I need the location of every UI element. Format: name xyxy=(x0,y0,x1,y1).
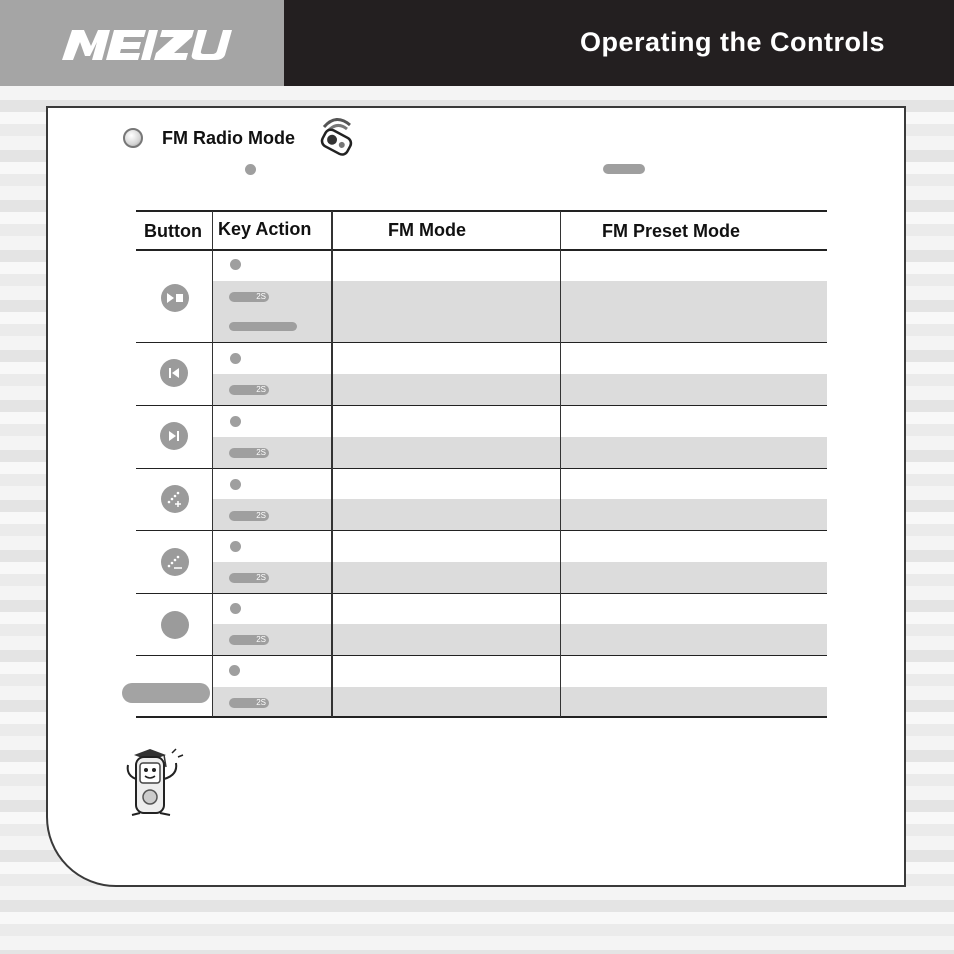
short-press-dot-icon xyxy=(230,353,241,364)
table-header-rule xyxy=(136,249,827,251)
long-hold-pill-icon xyxy=(229,322,297,331)
hold-2s-pill-icon: 2S xyxy=(229,573,269,583)
hold-2s-pill-icon: 2S xyxy=(229,448,269,458)
short-press-dot-icon xyxy=(230,416,241,427)
hold-2s-pill-icon: 2S xyxy=(229,635,269,645)
brand-text: MEIZU xyxy=(60,19,64,20)
short-press-dot-icon xyxy=(230,541,241,552)
volume-down-icon xyxy=(161,548,189,576)
column-divider xyxy=(212,211,213,717)
table-bottom-rule xyxy=(136,716,827,718)
row-divider xyxy=(136,342,827,343)
section-title: FM Radio Mode xyxy=(162,128,295,148)
row-shade xyxy=(213,374,827,405)
row-shade xyxy=(213,499,827,530)
column-header-fm-preset-mode: FM Preset Mode xyxy=(602,221,741,241)
hold-2s-pill-icon: 2S xyxy=(229,698,269,708)
row-shade xyxy=(213,687,827,717)
column-header-button: Button xyxy=(144,221,202,241)
volume-up-icon xyxy=(161,485,189,513)
short-press-dot-icon xyxy=(230,603,241,614)
long-press-pill-icon xyxy=(603,164,645,174)
row-divider xyxy=(136,593,827,594)
row-shade xyxy=(213,281,827,342)
column-divider xyxy=(560,211,561,717)
row-divider xyxy=(136,405,827,406)
hold-2s-pill-icon: 2S xyxy=(229,385,269,395)
previous-icon xyxy=(160,359,188,387)
table-top-rule xyxy=(136,210,827,212)
hold-2s-pill-icon: 2S xyxy=(229,511,269,521)
row-divider xyxy=(136,468,827,469)
header-brand-area xyxy=(0,0,284,86)
column-header-key-action: Key Action xyxy=(218,219,312,239)
row-shade xyxy=(213,437,827,468)
side-slider-button-icon xyxy=(122,683,210,703)
section-bullet-icon xyxy=(123,128,143,148)
hold-2s-pill-icon: 2S xyxy=(229,292,269,302)
short-press-dot-icon xyxy=(230,479,241,490)
row-divider xyxy=(136,530,827,531)
short-press-dot-icon xyxy=(230,259,241,270)
row-divider xyxy=(136,655,827,656)
column-header-fm-mode: FM Mode xyxy=(388,220,466,240)
row-shade xyxy=(213,624,827,655)
page-title: Operating the Controls xyxy=(580,27,886,57)
short-press-dot-icon xyxy=(245,164,256,175)
blank-round-button-icon xyxy=(161,611,189,639)
short-press-dot-icon xyxy=(229,665,240,676)
mascot-icon xyxy=(120,745,190,817)
radio-signal-icon xyxy=(316,111,356,161)
play-stop-icon xyxy=(161,284,189,312)
column-divider xyxy=(331,211,333,717)
row-shade xyxy=(213,562,827,593)
meizu-logo xyxy=(60,19,230,64)
next-icon xyxy=(160,422,188,450)
